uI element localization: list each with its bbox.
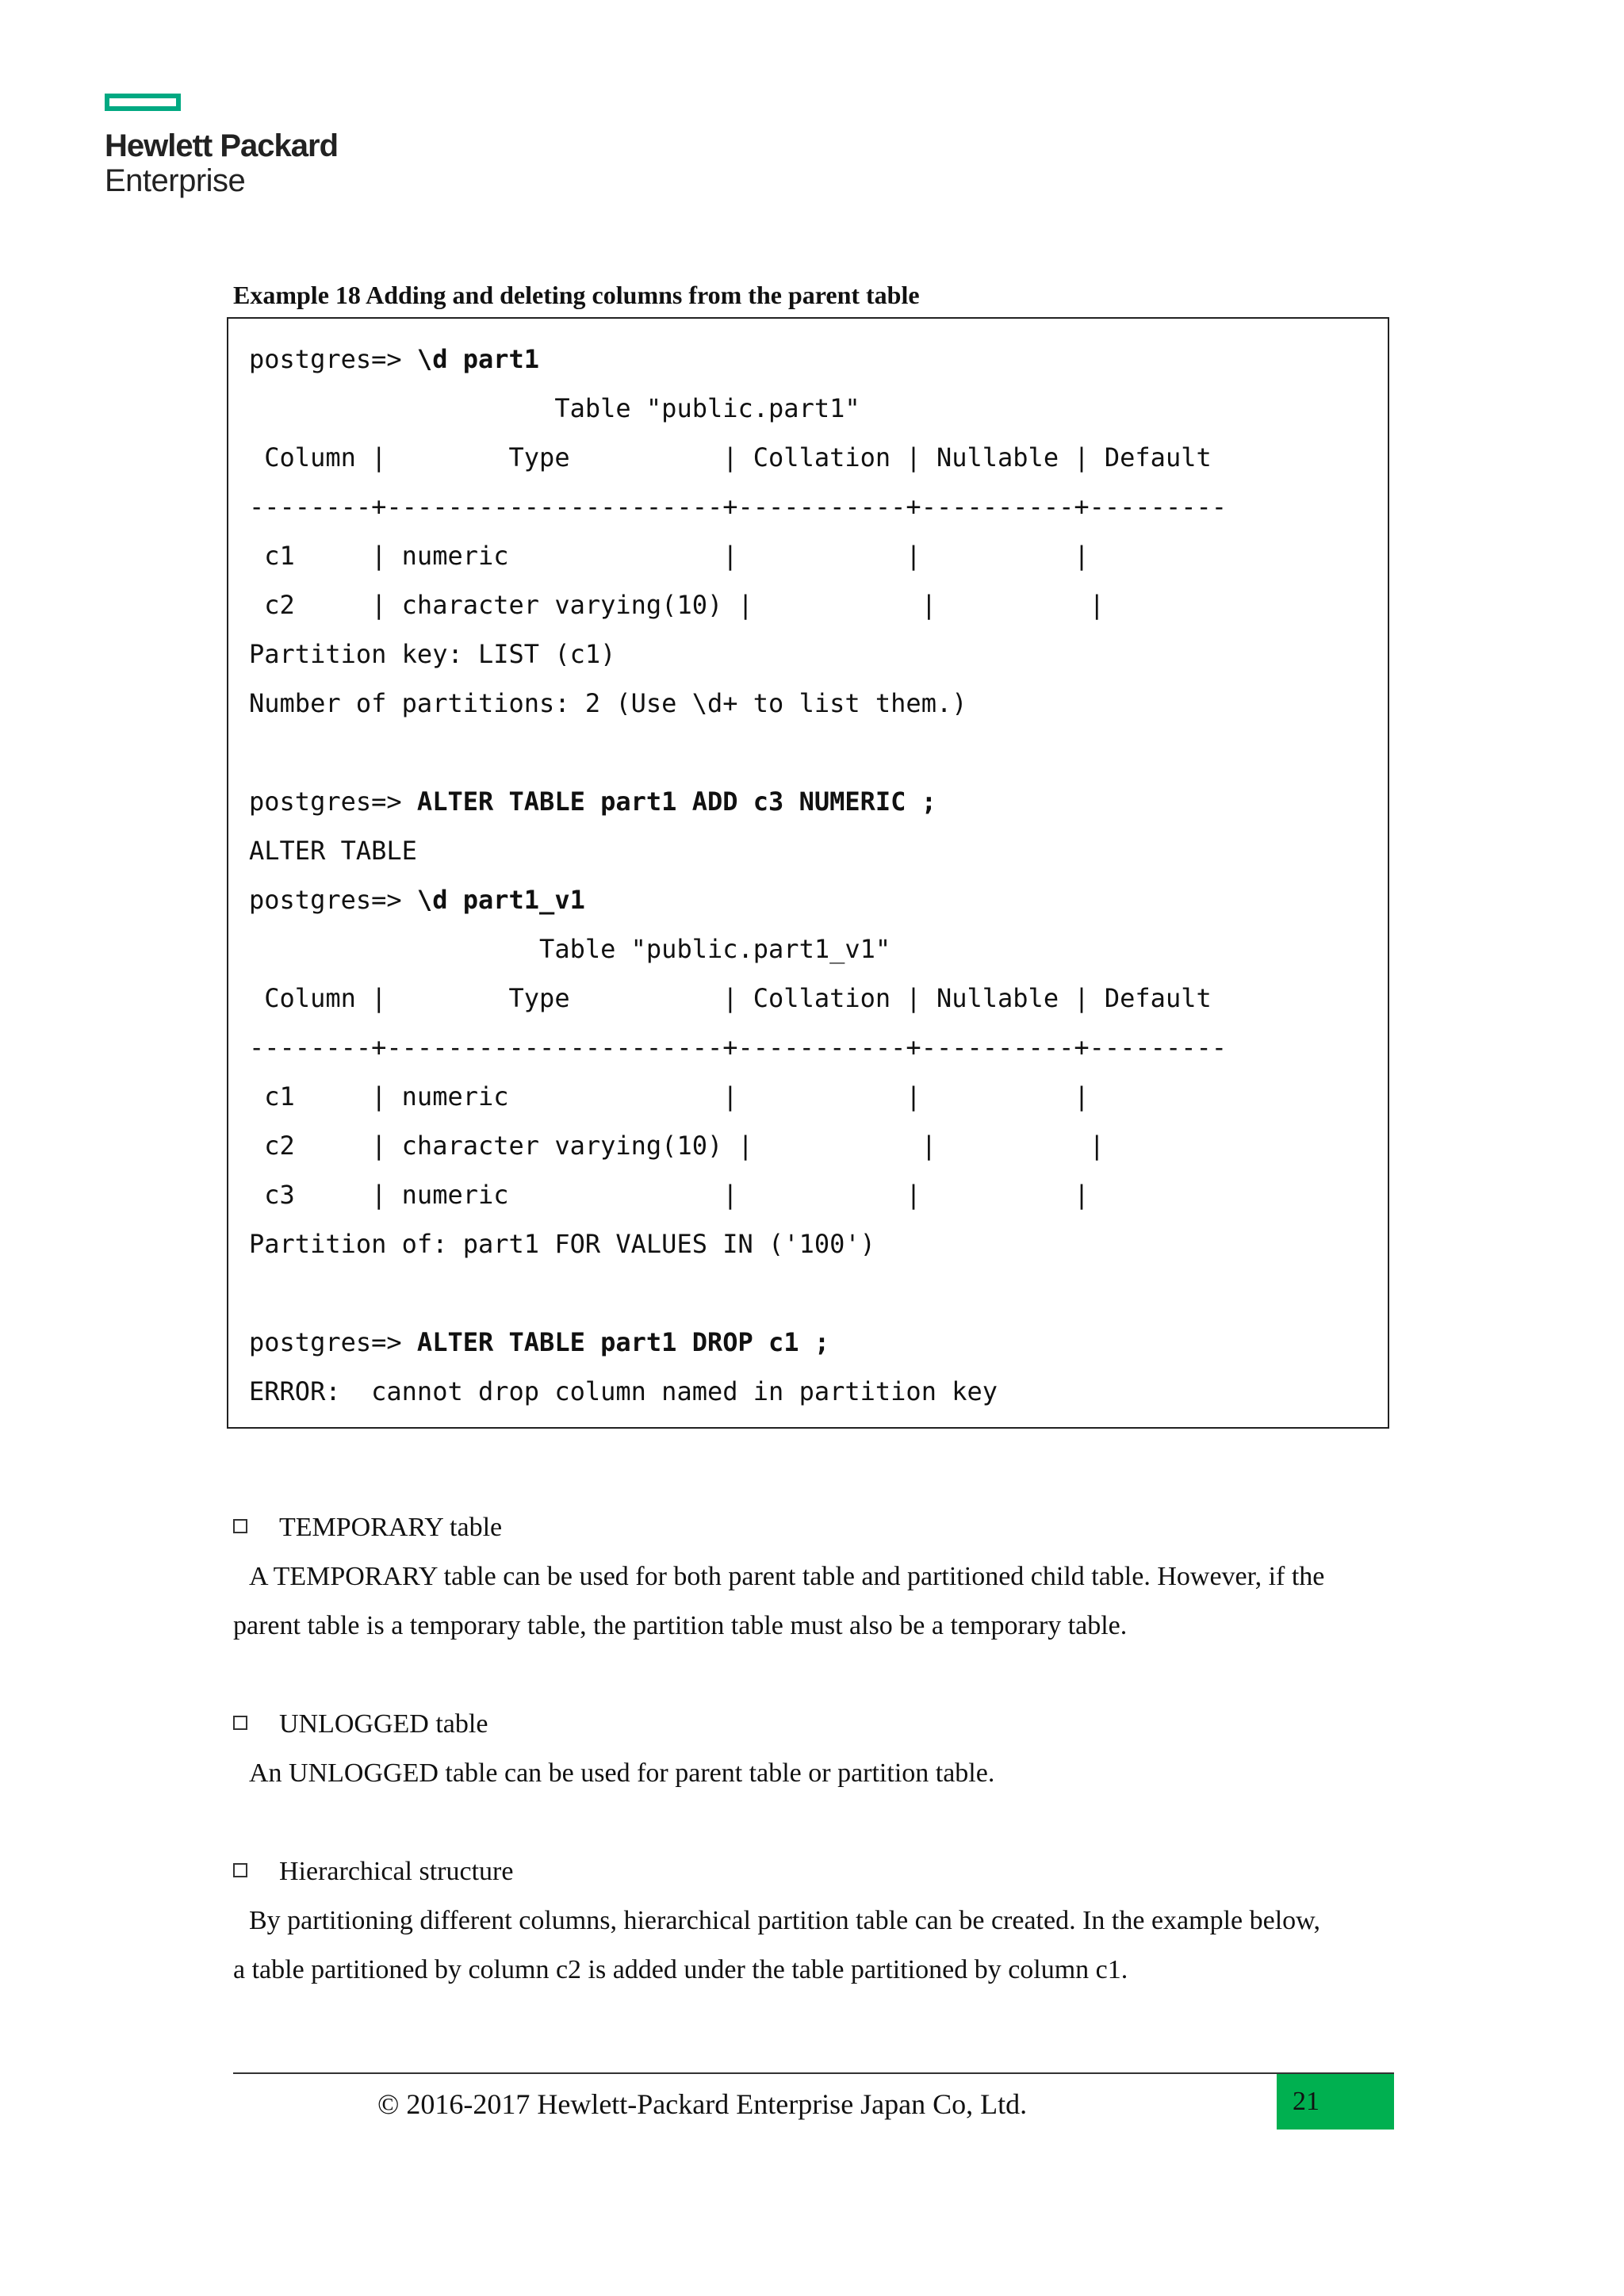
code-text: c2 | character varying(10) | | | xyxy=(249,590,1105,620)
section-paragraph-line: By partitioning different columns, hierarchical partition table can be created. In the example below, xyxy=(249,1906,1320,1935)
code-command: ALTER TABLE part1 DROP c1 ; xyxy=(416,1327,830,1357)
code-line xyxy=(249,1367,1388,1416)
code-text: ALTER TABLE xyxy=(249,836,417,866)
checkbox-bullet-icon xyxy=(233,1519,247,1533)
code-text: postgres=> xyxy=(249,885,417,915)
code-text: c3 | numeric | | | xyxy=(249,1180,1090,1210)
section-heading-text: UNLOGGED table xyxy=(279,1709,488,1739)
page-number: 21 xyxy=(1277,2074,1394,2130)
code-text: Table "public.part1" xyxy=(249,393,860,423)
logo-text-line2: Enterprise xyxy=(105,163,246,198)
section-paragraph-line: parent table is a temporary table, the partition table must also be a temporary table. xyxy=(233,1611,1128,1640)
code-line xyxy=(249,531,1388,580)
code-text: postgres=> xyxy=(249,344,417,374)
code-line xyxy=(249,1318,1388,1367)
example-caption: Example 18 Adding and deleting columns from the parent table xyxy=(233,281,920,309)
checkbox-bullet-icon xyxy=(233,1716,247,1730)
code-text: Table "public.part1_v1" xyxy=(249,934,891,964)
section-heading xyxy=(233,1847,1399,1896)
code-line xyxy=(249,629,1388,679)
code-line xyxy=(249,924,1388,974)
code-text: postgres=> xyxy=(249,1327,417,1357)
code-line xyxy=(249,1170,1388,1219)
section-paragraph-line: a table partitioned by column c2 is added under the table partitioned by column c1. xyxy=(233,1955,1128,1984)
hpe-logo-mark xyxy=(105,94,181,111)
code-text: --------+----------------------+-----------+----------+--------- xyxy=(249,1032,1227,1062)
code-line xyxy=(249,580,1388,629)
code-line xyxy=(249,728,1388,777)
code-text: Column | Type | Collation | Nullable | Default xyxy=(249,442,1212,473)
footer-copyright: © 2016-2017 Hewlett-Packard Enterprise Japan Co, Ltd. xyxy=(377,2088,1028,2120)
hpe-logo xyxy=(105,94,338,198)
code-line xyxy=(249,1219,1388,1269)
section-hierarchical-structure xyxy=(233,1847,1399,1995)
code-line xyxy=(249,679,1388,728)
logo-text-line1: Hewlett Packard xyxy=(105,128,339,163)
code-text: Column | Type | Collation | Nullable | Default xyxy=(249,983,1212,1013)
section-unlogged-table xyxy=(233,1700,1399,1798)
code-line xyxy=(249,384,1388,433)
code-text: ERROR: cannot drop column named in partition key xyxy=(249,1376,998,1406)
code-line xyxy=(249,1269,1388,1318)
code-line xyxy=(249,482,1388,531)
code-command: ALTER TABLE part1 ADD c3 NUMERIC ; xyxy=(416,786,936,817)
code-text: Number of partitions: 2 (Use \d+ to list them.) xyxy=(249,688,967,718)
code-text: c1 | numeric | | | xyxy=(249,541,1090,571)
footer-divider xyxy=(233,2072,1394,2074)
code-text: Partition key: LIST (c1) xyxy=(249,639,616,669)
code-line xyxy=(249,433,1388,482)
code-text: c1 | numeric | | | xyxy=(249,1081,1090,1112)
section-heading xyxy=(233,1700,1399,1749)
code-command: \d part1_v1 xyxy=(416,885,585,915)
code-line xyxy=(249,1023,1388,1072)
code-line xyxy=(249,1072,1388,1121)
section-paragraph-line: A TEMPORARY table can be used for both parent table and partitioned child table. However, if the xyxy=(249,1562,1325,1591)
code-text: c2 | character varying(10) | | | xyxy=(249,1131,1105,1161)
section-heading-text: Hierarchical structure xyxy=(279,1857,514,1886)
code-line xyxy=(249,335,1388,384)
code-line xyxy=(249,974,1388,1023)
code-text: --------+----------------------+-----------+----------+--------- xyxy=(249,492,1227,522)
code-line xyxy=(249,875,1388,924)
code-block xyxy=(227,317,1389,1429)
code-line xyxy=(249,1121,1388,1170)
code-text: Partition of: part1 FOR VALUES IN ('100') xyxy=(249,1229,875,1259)
section-temporary-table xyxy=(233,1503,1399,1651)
section-heading-text: TEMPORARY table xyxy=(279,1513,503,1542)
code-command: \d part1 xyxy=(416,344,540,374)
checkbox-bullet-icon xyxy=(233,1863,247,1877)
code-line xyxy=(249,777,1388,826)
section-paragraph-line: An UNLOGGED table can be used for parent table or partition table. xyxy=(249,1758,995,1788)
section-heading xyxy=(233,1503,1399,1552)
code-line xyxy=(249,826,1388,875)
code-text: postgres=> xyxy=(249,786,417,817)
